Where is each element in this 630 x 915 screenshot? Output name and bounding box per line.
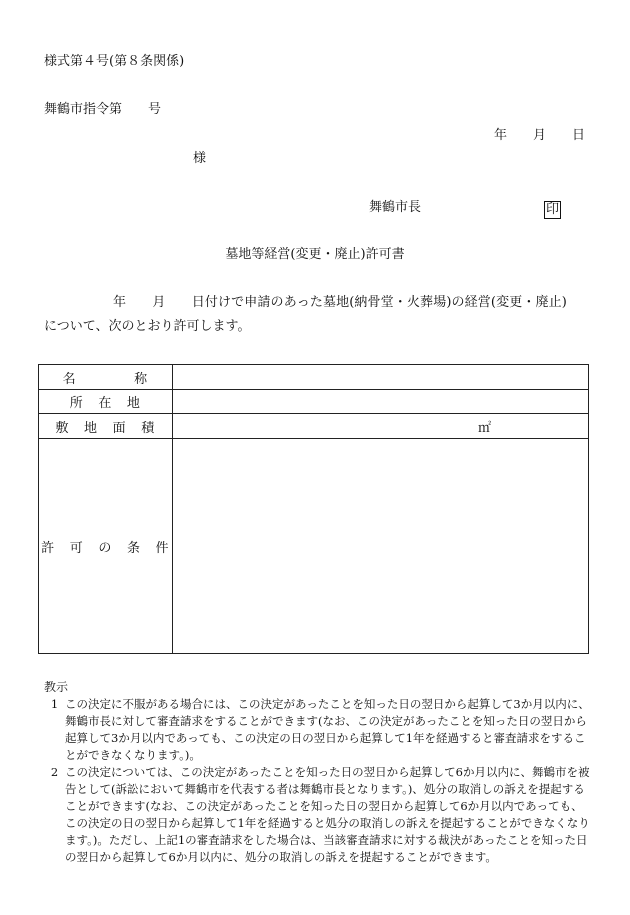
row-label-area: 敷 地 面 積	[39, 414, 173, 439]
row-label-location: 所 在 地	[39, 390, 173, 414]
document-number: 舞鶴市指令第 号	[44, 102, 162, 117]
issuer-name: 舞鶴市長	[369, 200, 422, 215]
issue-date: 年 月 日	[493, 128, 585, 143]
row-value-area: ㎡	[173, 414, 589, 439]
note-text: この決定については、この決定があったことを知った日の翌日から起算して6か月以内に、舞鶴市を被告として(訴訟において舞鶴市を代表する者は舞鶴市長となります。)、処分の取消しの訴えを提起することができます(なお、この決定があったことを知った日の翌日から起算して6か月以内であっても、この決定の日の翌日から起算して1年を経過すると処分の取消しの訴えを提起することができなくなります。)。ただし、上記1の審査請求をした場合は、当該審査請求に対する裁決があったことを知った日の翌日から起算して6か月以内に、処分の取消しの訴えを提起することができます。	[65, 765, 590, 864]
table-row	[39, 414, 589, 439]
instructions-heading: 教示	[44, 680, 69, 694]
table-row	[39, 439, 589, 654]
note-number: 2	[50, 765, 59, 779]
row-value-name	[173, 365, 589, 390]
permit-detail-table	[38, 364, 589, 654]
document-title: 墓地等経営(変更・廃止)許可書	[225, 247, 405, 262]
list-item	[44, 764, 592, 866]
note-number: 1	[50, 697, 59, 711]
addressee-suffix: 様	[193, 151, 207, 166]
seal-char: 印	[546, 202, 560, 217]
body-line-1: 年 月 日付けで申請のあった墓地(納骨堂・火葬場)の経営(変更・廃止)	[113, 295, 567, 310]
form-label: 様式第４号(第８条関係)	[44, 54, 185, 69]
body-line-2: について、次のとおり許可します。	[44, 319, 251, 334]
row-label-conditions: 許 可 の 条 件	[39, 439, 173, 654]
row-value-location	[173, 390, 589, 414]
table-row	[39, 365, 589, 390]
instructions-section	[44, 679, 592, 866]
table-row	[39, 390, 589, 414]
row-value-conditions	[173, 439, 589, 654]
list-item	[44, 696, 592, 764]
note-text: この決定に不服がある場合には、この決定があったことを知った日の翌日から起算して3か月以内に、舞鶴市長に対して審査請求をすることができます(なお、この決定があったことを知った日の翌日から起算して3か月以内であっても、この決定の日の翌日から起算して1年を経過すると審査請求をすることができなくなります。)。	[65, 697, 590, 762]
seal-mark	[544, 198, 561, 219]
row-label-name: 名 称	[39, 365, 173, 390]
